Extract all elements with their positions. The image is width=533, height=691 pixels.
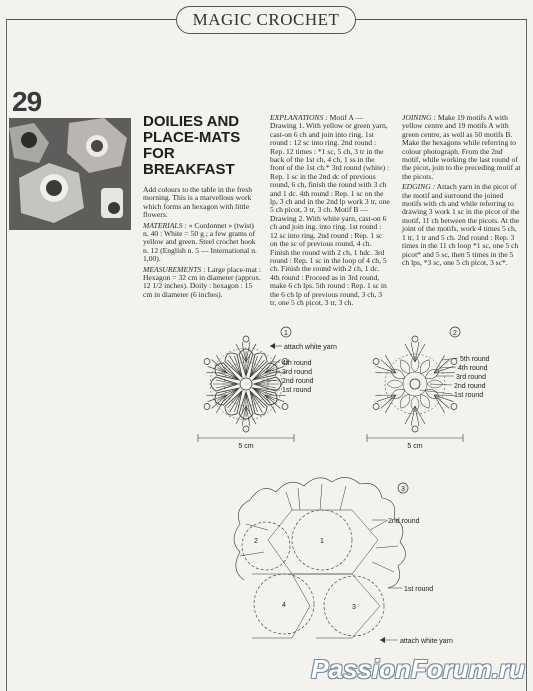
joining-text: Make 19 motifs A with yellow centre and 19 motifs A with green centre, as well as 50 motifs B. Make the hexagons while referring to colour photograph. From the 2nd motif, while working the last round of the picot, join to the preceding motif at the picots. — [402, 113, 521, 181]
diagram-number: 2 — [453, 330, 457, 337]
magazine-title: MAGIC CROCHET — [176, 6, 356, 34]
label-5th-round: 5th round — [460, 356, 490, 363]
measurements-label: MEASUREMENTS : — [143, 264, 206, 274]
label-2nd-round: 2nd round — [388, 518, 420, 525]
title-line: BREAKFAST — [143, 161, 235, 178]
materials-text: « Cordonnet » (twist) n. 40 : White = 50 g ; a few grams of yellow and green. Steel crochet hook n. 12 (English n. 5 — International n. 1,00). — [143, 220, 257, 264]
intro-text: Add colours to the table in the fresh morning. This is a marvellous work which forms an hexagon with little flowers. — [143, 185, 253, 220]
scale-label: 5 cm — [407, 443, 423, 450]
title-line: PLACE-MATS — [143, 129, 241, 146]
title-line: DOILIES AND — [143, 113, 240, 130]
label-2nd-round: 2nd round — [282, 378, 314, 385]
diagram-number: 3 — [401, 486, 405, 493]
edging-label: EDGING : — [402, 182, 436, 192]
label-attach-white-yarn: attach white yarn — [400, 638, 453, 645]
label-1st-round: 1st round — [282, 387, 312, 394]
diagram-2 — [367, 327, 490, 450]
watermark: PassionForum.ru — [311, 654, 525, 684]
motif-number: 3 — [352, 604, 356, 611]
explanations-text: Motif A — Drawing 1. With yellow or green yarn, cast-on 6 ch and join into ring. 1st round : 12 sc into ring. 2nd round : Rep. 12 times : *1 sc, 5 ch, 3 tr in the back of the 1st ch, 4 ch, 1 ss in the front of the 1st ch.* 3rd round (white) : Rep. 1 sc in the 2nd dc of previous round, 6 ch, finish the round with 3 ch and 1 dc. 4th round : Rep. 1 sc on the lp, 3 ch and in the 2nd lp work 3 tr, one 5 ch picot, 3 tr, 3 ch. Motif B — Drawing 2. With white yarn, cast-on 6 ch and join ing. into ring. 1st round : 12 sc into ring. 2nd round : Rep. 1 sc on the sc of previous round, 4 ch. Finish the round with 2 ch, 1 hdc. 3rd round : Rep. 1 sc in the loop of 4 ch, 5 ch. Finish the round with 2 ch, 1 dc. 4th round : Proceed as in 3rd round, make 6 ch lps. 5th round : Rep. 1 sc in the 6 ch lp of previous round, 3 ch, 3 tr, one 5 ch picot, 3 tr, 3 ch. — [270, 113, 390, 307]
motif-number: 4 — [282, 602, 286, 609]
joining-label: JOINING : — [402, 113, 436, 122]
scale-label: 5 cm — [238, 443, 254, 450]
materials-label: MATERIALS : — [143, 220, 187, 230]
label-3rd-round: 3rd round — [456, 374, 486, 381]
motif-number: 1 — [320, 538, 324, 545]
label-2nd-round: 2nd round — [454, 383, 486, 390]
label-1st-round: 1st round — [404, 586, 434, 593]
label-3rd-round: 3rd round — [282, 369, 312, 376]
motif-number: 2 — [254, 538, 258, 545]
explanations-label: EXPLANATIONS : — [270, 113, 328, 122]
title-line: FOR — [143, 145, 175, 162]
diagram-3 — [234, 477, 453, 645]
edging-text: Attach yarn in the picot of the motif and surround the joined motifs with ch and while referring to drawing 3 work 1 sc in the picot of the motif, 11 ch between the picots. At the joint of the motifs, work 4 times 5 ch, 1 tr, 1 tr and 5 ch. 2nd round : Rep. 3 times in the 11 ch loop *1 sc, one 5 ch picot* and 5 sc, then 5 times in the 5 ch lps, *3 sc, one 5 ch picot, 3 sc*. — [402, 182, 520, 267]
label-4th-round: 4th round — [282, 360, 312, 367]
diagram-number: 1 — [284, 330, 288, 337]
label-attach-white-yarn: attach white yarn — [284, 344, 337, 351]
label-4th-round: 4th round — [458, 365, 488, 372]
pattern-number: 29 — [12, 86, 42, 117]
diagram-1 — [198, 327, 337, 450]
measurements-text: Large place-mat : Hexagon = 32 cm in diameter (approx. 12 1/2 inches). Doily : hexagon : 15 cm in diameter (6 inches). — [143, 264, 261, 299]
label-1st-round: 1st round — [454, 392, 484, 399]
